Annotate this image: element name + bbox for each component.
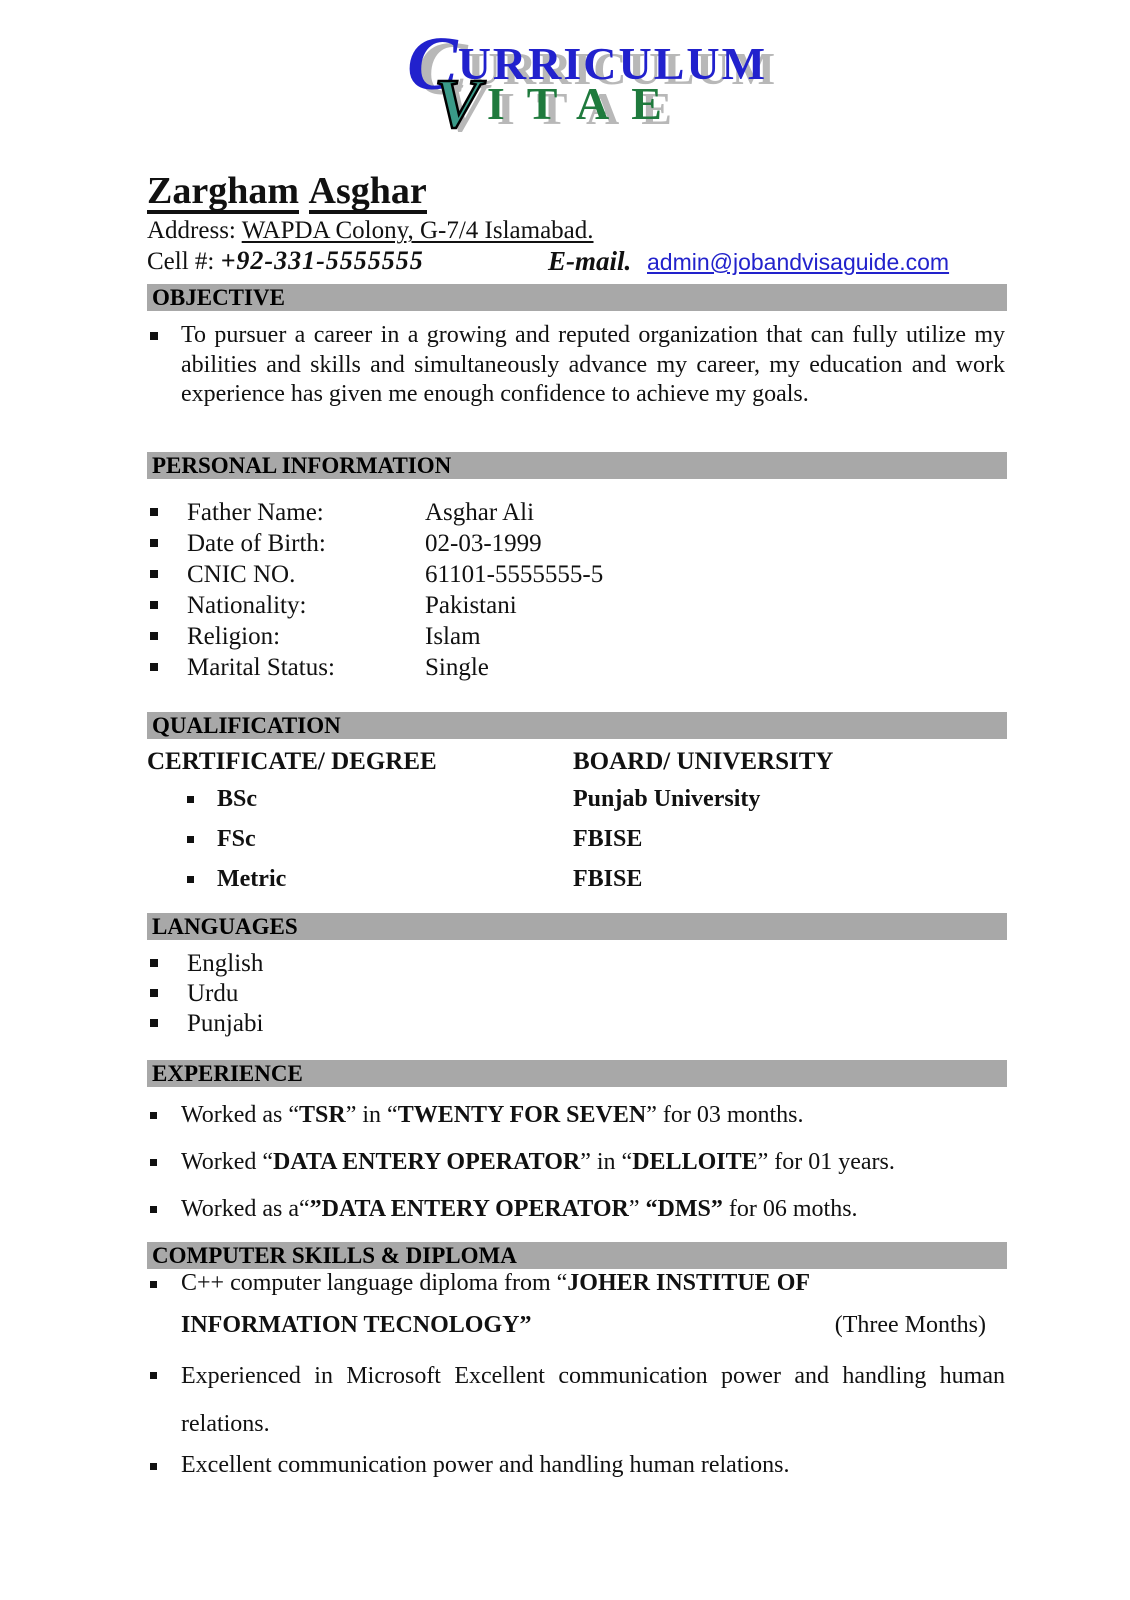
personal-info-row [150,654,1010,685]
personal-info-value: Asghar Ali [425,499,535,526]
text-segment: ”DATA ENTERY OPERATOR [309,1196,629,1222]
address-value: WAPDA Colony, G-7/4 Islamabad. [241,217,594,244]
contact-row [147,246,1007,276]
text-segment: ” [628,1196,646,1222]
personal-info-value: Islam [425,623,481,650]
personal-info-label: Date of Birth: [187,530,326,557]
bullet-icon [150,1463,157,1470]
board-name: Punjab University [573,786,761,812]
personal-info-row [150,499,1010,530]
bullet-icon [187,876,194,883]
logo-curriculum-rest: URRICULUM [457,38,768,89]
bullet-icon [150,1206,157,1213]
degree-name: BSc [217,786,258,812]
text-segment: JOHER INSTITUE OF [567,1270,811,1296]
text-segment: DELLOITE [632,1149,758,1175]
candidate-last-name: Asghar [308,170,427,212]
board-name: FBISE [573,866,643,892]
personal-info-value: 61101-5555555-5 [425,561,604,588]
text-segment: “DMS” [645,1196,723,1222]
text-segment: ” for 03 months. [646,1102,804,1128]
cell-number: +92-331-5555555 [220,246,424,275]
section-header-computer-skills: COMPUTER SKILLS & DIPLOMA [147,1242,1007,1269]
personal-info-row [150,592,1010,623]
personal-info-value: Pakistani [425,592,517,619]
address-label: Address: [147,217,242,244]
bullet-icon [150,989,158,997]
text-segment: TSR [299,1102,346,1128]
personal-info-row [150,530,1010,561]
logo-initial-v: V [434,66,487,143]
bullet-icon [150,1159,157,1166]
computer-skill-text: Experienced in Microsoft Excellent communication power and handling human relations. [181,1363,1005,1437]
degree-name: Metric [217,866,287,892]
language-name: Urdu [187,980,239,1007]
experience-text [181,1196,858,1223]
experience-item [150,1196,1010,1228]
computer-skill-text: Excellent communication power and handling human relations. [181,1452,790,1478]
bullet-icon [150,959,158,967]
logo-initial-c: C [406,22,458,106]
diploma-duration: (Three Months) [834,1312,986,1338]
text-segment: INFORMATION TECNOLOGY” [181,1312,532,1338]
language-name: English [187,950,264,977]
email-label: E-mail. [548,246,632,276]
bullet-icon [187,836,194,843]
bullet-icon [150,570,158,578]
bullet-icon [150,1112,157,1119]
email-link[interactable]: admin@jobandvisaguide.com [647,249,950,275]
section-header-languages: LANGUAGES [147,913,1007,940]
candidate-first-name: Zargham [147,170,299,212]
curriculum-vitae-logo [22,22,1130,143]
qualification-col1-header: CERTIFICATE/ DEGREE [147,748,437,775]
bullet-icon [150,632,158,640]
text-segment: Worked as a“ [181,1196,310,1222]
address-line [147,217,594,245]
board-name: FBISE [573,826,643,852]
qualification-col2-header: BOARD/ UNIVERSITY [573,748,834,775]
qualification-row [0,826,1130,856]
personal-info-row [150,561,1010,592]
personal-info-row [150,623,1010,654]
bullet-icon [150,663,158,671]
text-segment: for 06 moths. [722,1196,858,1222]
bullet-icon [150,1281,157,1288]
experience-text [181,1102,804,1129]
language-item [150,980,650,1010]
objective-text: To pursuer a career in a growing and reputed organization that can fully utilize my abilities and skills and simultaneously advance my career, my education and work experience has given me enough confidence to achieve my goals. [181,322,1005,407]
degree-name: FSc [217,826,256,852]
experience-item [150,1149,1010,1181]
personal-info-label: Father Name: [187,499,324,526]
candidate-name [147,170,427,214]
bullet-icon [150,601,158,609]
logo-vitae-rest: ITAE [486,78,684,129]
experience-item [150,1102,1010,1134]
language-item [150,1010,650,1040]
text-segment: DATA ENTERY OPERATOR [273,1149,581,1175]
bullet-icon [150,1019,158,1027]
text-segment: TWENTY FOR SEVEN [397,1102,647,1128]
personal-info-value: 02-03-1999 [425,530,542,557]
text-segment: C++ computer language diploma from “ [181,1270,568,1296]
bullet-icon [150,508,158,516]
text-segment: Worked “ [181,1149,274,1175]
personal-info-label: Nationality: [187,592,307,619]
bullet-icon [150,539,158,547]
language-name: Punjabi [187,1010,264,1037]
personal-info-label: Religion: [187,623,281,650]
logo-vitae-line [0,66,1124,143]
qualification-row [0,866,1130,896]
personal-info-label: CNIC NO. [187,561,296,588]
language-item [150,950,650,980]
qualification-row [0,786,1130,816]
personal-info-value: Single [425,654,489,681]
text-segment: Worked as “ [181,1102,300,1128]
section-header-personal-information: PERSONAL INFORMATION [147,452,1007,479]
text-segment: ” for 01 years. [757,1149,895,1175]
personal-info-label: Marital Status: [187,654,335,681]
text-segment: ” in “ [580,1149,633,1175]
bullet-icon [187,796,194,803]
cell-label: Cell #: [147,248,221,275]
section-header-objective: OBJECTIVE [147,284,1007,311]
text-segment: ” in “ [345,1102,398,1128]
bullet-icon [150,332,158,340]
diploma-line1 [181,1270,1005,1297]
experience-text [181,1149,895,1176]
section-header-qualification: QUALIFICATION [147,712,1007,739]
diploma-line2 [181,1312,986,1339]
bullet-icon [150,1372,157,1379]
section-header-experience: EXPERIENCE [147,1060,1007,1087]
